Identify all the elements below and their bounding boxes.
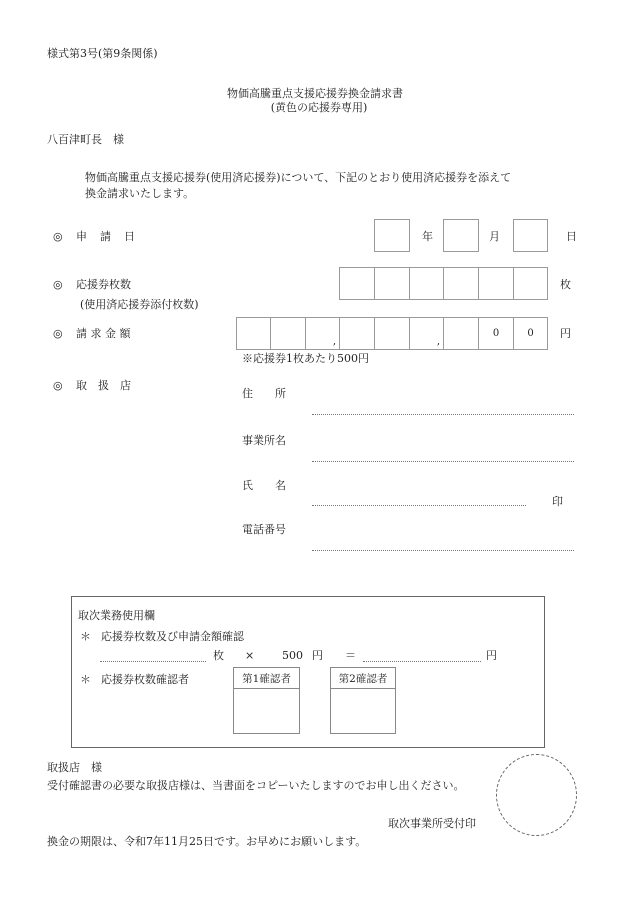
amount-digit-input[interactable] (443, 317, 479, 350)
day-unit: 日 (566, 230, 577, 243)
claim-amount-label: 請 求 金 額 (76, 327, 131, 340)
count-digit-input[interactable] (409, 267, 444, 300)
name-input[interactable] (312, 505, 526, 506)
ticket-count-label: 応援券枚数 (76, 278, 131, 291)
seal-mark: 印 (552, 495, 563, 508)
document-subtitle: (黄色の応援券専用) (270, 101, 368, 114)
year-input[interactable] (374, 219, 410, 252)
amount-digit-input[interactable] (270, 317, 306, 350)
count-digit-input[interactable] (374, 267, 410, 300)
reception-stamp-area (496, 754, 577, 836)
count-digit-input[interactable] (478, 267, 514, 300)
claim-amount-unit: 円 (560, 327, 571, 340)
amount-digit-input[interactable] (339, 317, 375, 350)
first-confirmer-heading: 第1確認者 (234, 668, 299, 689)
unit-price-note: ※応援券1枚あたり500円 (242, 352, 369, 365)
count-digit-input[interactable] (339, 267, 375, 300)
marker-icon: ◎ (53, 230, 63, 243)
form-number: 様式第3号(第9条関係) (47, 47, 158, 60)
times-sign: × (245, 649, 255, 662)
document-title: 物価高騰重点支援応援券換金請求書 (227, 87, 403, 100)
intro-line-1: 物価高騰重点支援応援券(使用済応援券)について、下記のとおり使用済応援券を添えて (85, 171, 512, 184)
amount-digit-input[interactable] (236, 317, 271, 350)
addressee: 八百津町長 様 (47, 133, 124, 146)
amount-digit: 0 (492, 328, 500, 339)
amount-digit-input[interactable] (478, 317, 514, 350)
thousands-comma: , (332, 336, 336, 347)
amount-digit-input[interactable] (409, 317, 444, 350)
day-input[interactable] (513, 219, 548, 252)
marker-icon: ◎ (53, 327, 63, 340)
office-use-heading: 取次業務使用欄 (78, 609, 155, 622)
unit-price: 500 (282, 649, 303, 662)
month-unit: 月 (489, 230, 500, 243)
count-unit: 枚 (213, 649, 224, 662)
unit-price-yen: 円 (312, 649, 323, 662)
count-amount-check-label: 応援券枚数及び申請金額確認 (101, 630, 244, 643)
address-label: 住 所 (242, 387, 286, 400)
deadline-notice: 換金の期限は、令和7年11月25日です。お早めにお願いします。 (47, 835, 367, 848)
business-name-label: 事業所名 (242, 434, 286, 447)
phone-label: 電話番号 (242, 523, 286, 536)
confirmer-label: 応援券枚数確認者 (101, 673, 189, 686)
address-input[interactable] (312, 414, 574, 415)
intro-line-2: 換金請求いたします。 (85, 187, 195, 200)
ticket-count-unit: 枚 (560, 278, 571, 291)
stamp-label: 取次事業所受付印 (388, 817, 476, 830)
handling-store-label: 取 扱 店 (76, 379, 131, 392)
total-yen: 円 (486, 649, 497, 662)
marker-icon: ◎ (53, 278, 63, 291)
second-confirmer-heading: 第2確認者 (331, 668, 395, 689)
thousands-comma: , (436, 336, 440, 347)
year-unit: 年 (422, 230, 433, 243)
count-digit-input[interactable] (513, 267, 548, 300)
amount-digit-input[interactable] (374, 317, 410, 350)
store-addressee: 取扱店 様 (47, 761, 102, 774)
name-label: 氏 名 (242, 479, 286, 492)
equals-sign: ＝ (345, 649, 356, 662)
amount-digit: 0 (527, 328, 534, 339)
count-digit-input[interactable] (443, 267, 479, 300)
bullet-icon: ＊ (80, 673, 91, 686)
marker-icon: ◎ (53, 379, 63, 392)
ticket-count-sublabel: (使用済応援券添付枚数) (80, 298, 199, 311)
month-input[interactable] (443, 219, 479, 252)
application-date-label: 申 請 日 (76, 230, 136, 243)
amount-digit-input[interactable] (305, 317, 340, 350)
phone-input[interactable] (312, 550, 574, 551)
amount-digit-input[interactable] (513, 317, 548, 350)
second-confirmer-box[interactable] (330, 667, 396, 734)
bullet-icon: ＊ (80, 630, 91, 643)
first-confirmer-box[interactable] (233, 667, 300, 734)
copy-notice: 受付確認書の必要な取扱店様は、当書面をコピーいたしますのでお申し出ください。 (47, 779, 465, 792)
checked-count-input[interactable] (100, 661, 206, 662)
checked-total-input[interactable] (363, 661, 481, 662)
business-name-input[interactable] (312, 461, 574, 462)
